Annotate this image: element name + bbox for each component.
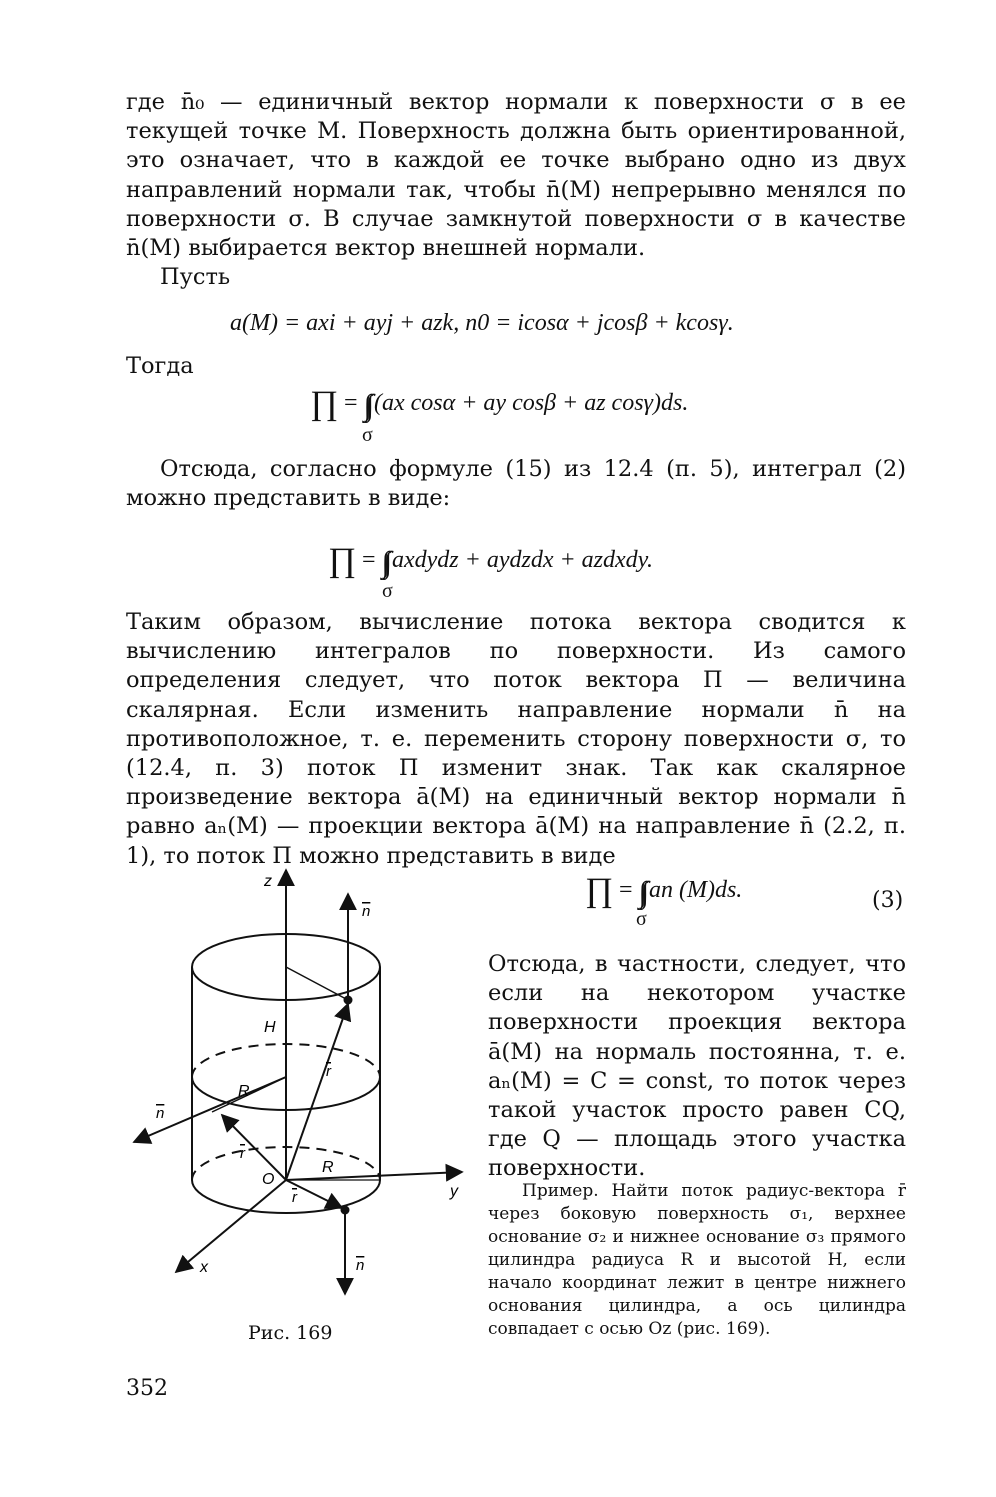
double-integral-symbol: ∫∫ xyxy=(381,546,386,579)
formula-flux-cosines-body: (ax cosα + ay cosβ + az cosγ)ds. xyxy=(373,390,689,416)
paragraph-normal-definition: где n̄₀ — единичный вектор нормали к поверхности σ в ее текущей точке M. Поверхность должна быть ориентированной, это означает, что в каждой ее точке выбрано одно из двух направлений нормали так, чтобы n̄(M) непрерывно менялся по поверхности σ. В случае замкнутой поверхности σ в качестве n̄(M) выбирается вектор внешней нормали. xyxy=(126,89,906,262)
equation-number: (3) xyxy=(872,888,904,913)
paragraph-togda: Тогда xyxy=(126,353,194,379)
label-height: H xyxy=(264,1019,276,1036)
formula-flux-cosines: ∏ = ∫∫ (ax cosα + ay cosβ + az cosγ)ds. xyxy=(310,385,689,422)
label-radius-vector-top: r xyxy=(326,1063,331,1080)
label-radius-middle: R xyxy=(238,1083,250,1100)
label-radius-vector-bottom: r xyxy=(292,1189,297,1206)
sigma-subscript-1: σ xyxy=(362,424,373,446)
label-origin: O xyxy=(262,1171,275,1188)
x-axis xyxy=(176,1180,286,1272)
page-number: 352 xyxy=(126,1376,168,1401)
product-symbol: ∏ xyxy=(310,385,338,422)
top-point xyxy=(344,996,353,1005)
sigma-subscript-3: σ xyxy=(636,908,647,930)
y-axis xyxy=(286,1172,462,1180)
figure-caption: Рис. 169 xyxy=(248,1322,333,1344)
double-integral-symbol: ∫∫ xyxy=(363,389,368,422)
formula-vector-definitions: a(M) = axi + ayj + azk, n0 = icosα + jcosβ + kcosγ. xyxy=(230,310,734,336)
bottom-base-front xyxy=(192,1180,380,1213)
paragraph-constant-projection: Отсюда, в частности, следует, что если на некотором участке поверхности проекция вектора ā(M) на нормаль постоянна, т. е. aₙ(M) = C = const, то поток через такой участок просто равен CQ, где Q — площадь этого участка поверхности. xyxy=(488,951,906,1182)
label-z: z xyxy=(264,873,272,890)
bottom-point xyxy=(341,1206,350,1215)
product-symbol: ∏ xyxy=(328,542,356,579)
example-text: Пример. Найти поток радиус-вектора r̄ через боковую поверхность σ₁, верхнее основание σ₂ и нижнее основание σ₃ прямого цилиндра радиуса R и высотой H, если начало координат лежит в центре нижнего основания цилиндра, а ось цилиндра совпадает с осью Oz (рис. 169). xyxy=(488,1181,906,1339)
label-radius-vector-lateral: r xyxy=(240,1145,245,1162)
formula-flux-projection-body: an (M)ds. xyxy=(648,877,743,903)
paragraph-flux-scalar: Таким образом, вычисление потока вектора сводится к вычислению интегралов по поверхности. Из самого определения следует, что поток вектора П — величина скалярная. Если изменить направление нормали n̄ на противоположное, т. е. переменить сторону поверхности σ, то (12.4, п. 3) поток П изменит знак. Так как скалярное произведение вектора ā(M) на единичный вектор нормали n̄ равно aₙ(M) — проекции вектора ā(M) на направление n̄ (2.2, п. 1), то поток П можно представить в виде xyxy=(126,609,906,869)
formula-flux-coordinates: ∏ = ∫∫ axdydz + aydzdx + azdxdy. xyxy=(328,542,653,579)
product-symbol: ∏ xyxy=(585,872,613,909)
formula-flux-coordinates-body: axdydz + aydzdx + azdxdy. xyxy=(391,547,653,573)
label-y: y xyxy=(450,1183,458,1200)
cylinder-figure xyxy=(120,862,480,1302)
radius-vector-lateral xyxy=(222,1115,286,1180)
label-normal-top: n xyxy=(362,903,371,920)
top-radius-line xyxy=(286,967,348,1000)
sigma-subscript-2: σ xyxy=(382,580,393,602)
paragraph-pust: Пусть xyxy=(160,264,231,290)
formula-flux-projection: ∏ = ∫∫ an (M)ds. xyxy=(585,872,743,909)
double-integral-symbol: ∫∫ xyxy=(638,876,643,909)
label-x: x xyxy=(200,1259,208,1276)
paragraph-otsyuda-formula15: Отсюда, согласно формуле (15) из 12.4 (п. 5), интеграл (2) можно представить в виде: xyxy=(126,456,906,512)
label-normal-bottom: n xyxy=(356,1257,365,1274)
label-radius-bottom: R xyxy=(322,1159,334,1176)
label-normal-lateral: n xyxy=(156,1105,165,1122)
